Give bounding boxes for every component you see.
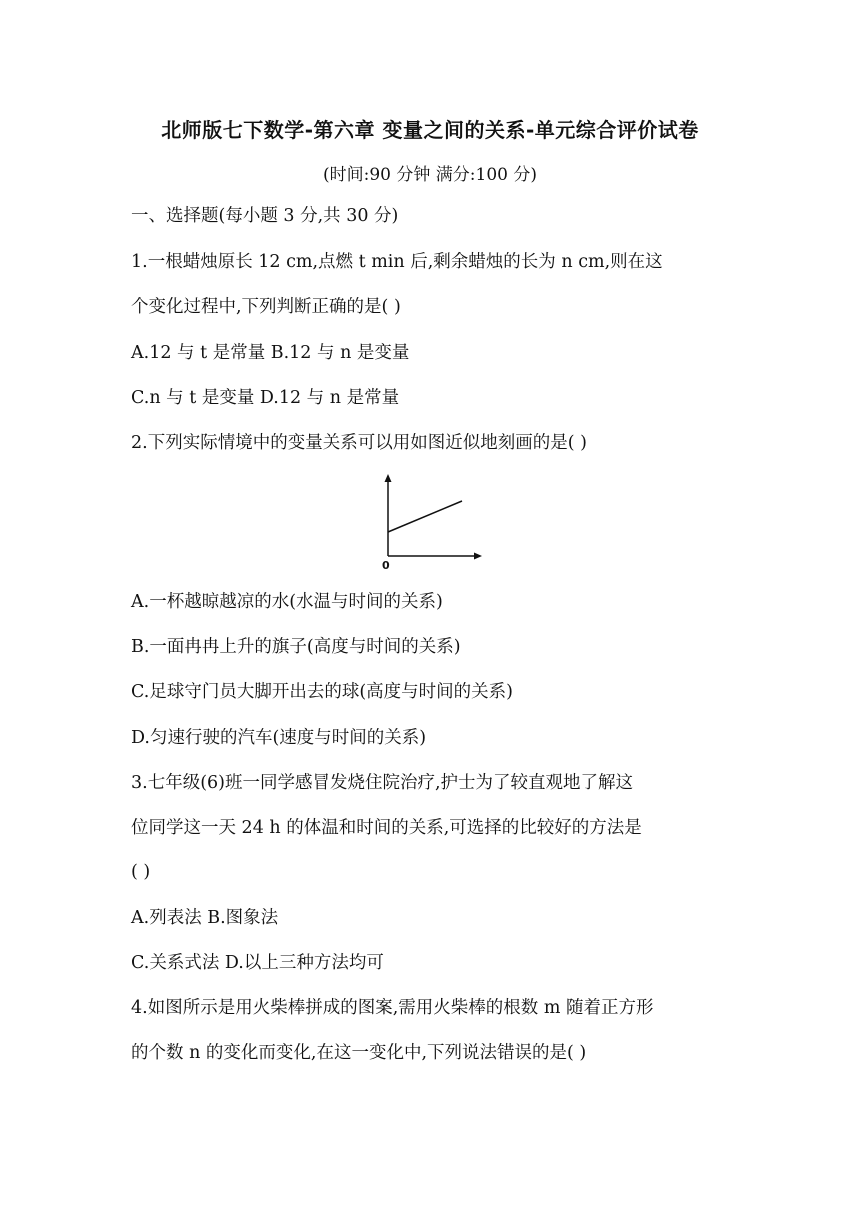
q2-option-b: B.一面冉冉上升的旗子(高度与时间的关系): [131, 637, 461, 657]
q1-options-cd: C.n 与 t 是变量 D.12 与 n 是常量: [131, 388, 400, 408]
exam-title: 北师版七下数学-第六章 变量之间的关系-单元综合评价试卷: [161, 118, 699, 142]
q3-options-cd: C.关系式法 D.以上三种方法均可: [131, 953, 384, 973]
q1-options-ab: A.12 与 t 是常量 B.12 与 n 是变量: [131, 343, 410, 363]
origin-label: 0: [382, 559, 390, 572]
exam-subtitle: (时间:90 分钟 满分:100 分): [322, 165, 537, 185]
q3-stem-line1: 3.七年级(6)班一同学感冒发烧住院治疗,护士为了较直观地了解这: [131, 773, 634, 793]
q1-stem-line1: 1.一根蜡烛原长 12 cm,点燃 t min 后,剩余蜡烛的长为 n cm,则在这: [131, 252, 663, 272]
q2-stem: 2.下列实际情境中的变量关系可以用如图近似地刻画的是( ): [131, 433, 587, 453]
q2-option-a: A.一杯越晾越凉的水(水温与时间的关系): [131, 592, 443, 612]
section-heading: 一、选择题(每小题 3 分,共 30 分): [131, 206, 399, 226]
q2-option-d: D.匀速行驶的汽车(速度与时间的关系): [131, 728, 427, 748]
x-axis: [388, 553, 482, 560]
q2-line-graph: [362, 470, 492, 574]
q2-option-c: C.足球守门员大脚开出去的球(高度与时间的关系): [131, 682, 513, 702]
q1-stem-line2: 个变化过程中,下列判断正确的是( ): [131, 297, 401, 317]
q3-stem-line3: ( ): [131, 862, 151, 882]
q3-options-ab: A.列表法 B.图象法: [131, 908, 279, 928]
q4-stem-line2: 的个数 n 的变化而变化,在这一变化中,下列说法错误的是( ): [131, 1043, 587, 1063]
q4-stem-line1: 4.如图所示是用火柴棒拼成的图案,需用火柴棒的根数 m 随着正方形: [131, 998, 654, 1018]
graph-line: [388, 501, 462, 532]
y-axis: [385, 474, 392, 556]
q3-stem-line2: 位同学这一天 24 h 的体温和时间的关系,可选择的比较好的方法是: [131, 818, 642, 838]
